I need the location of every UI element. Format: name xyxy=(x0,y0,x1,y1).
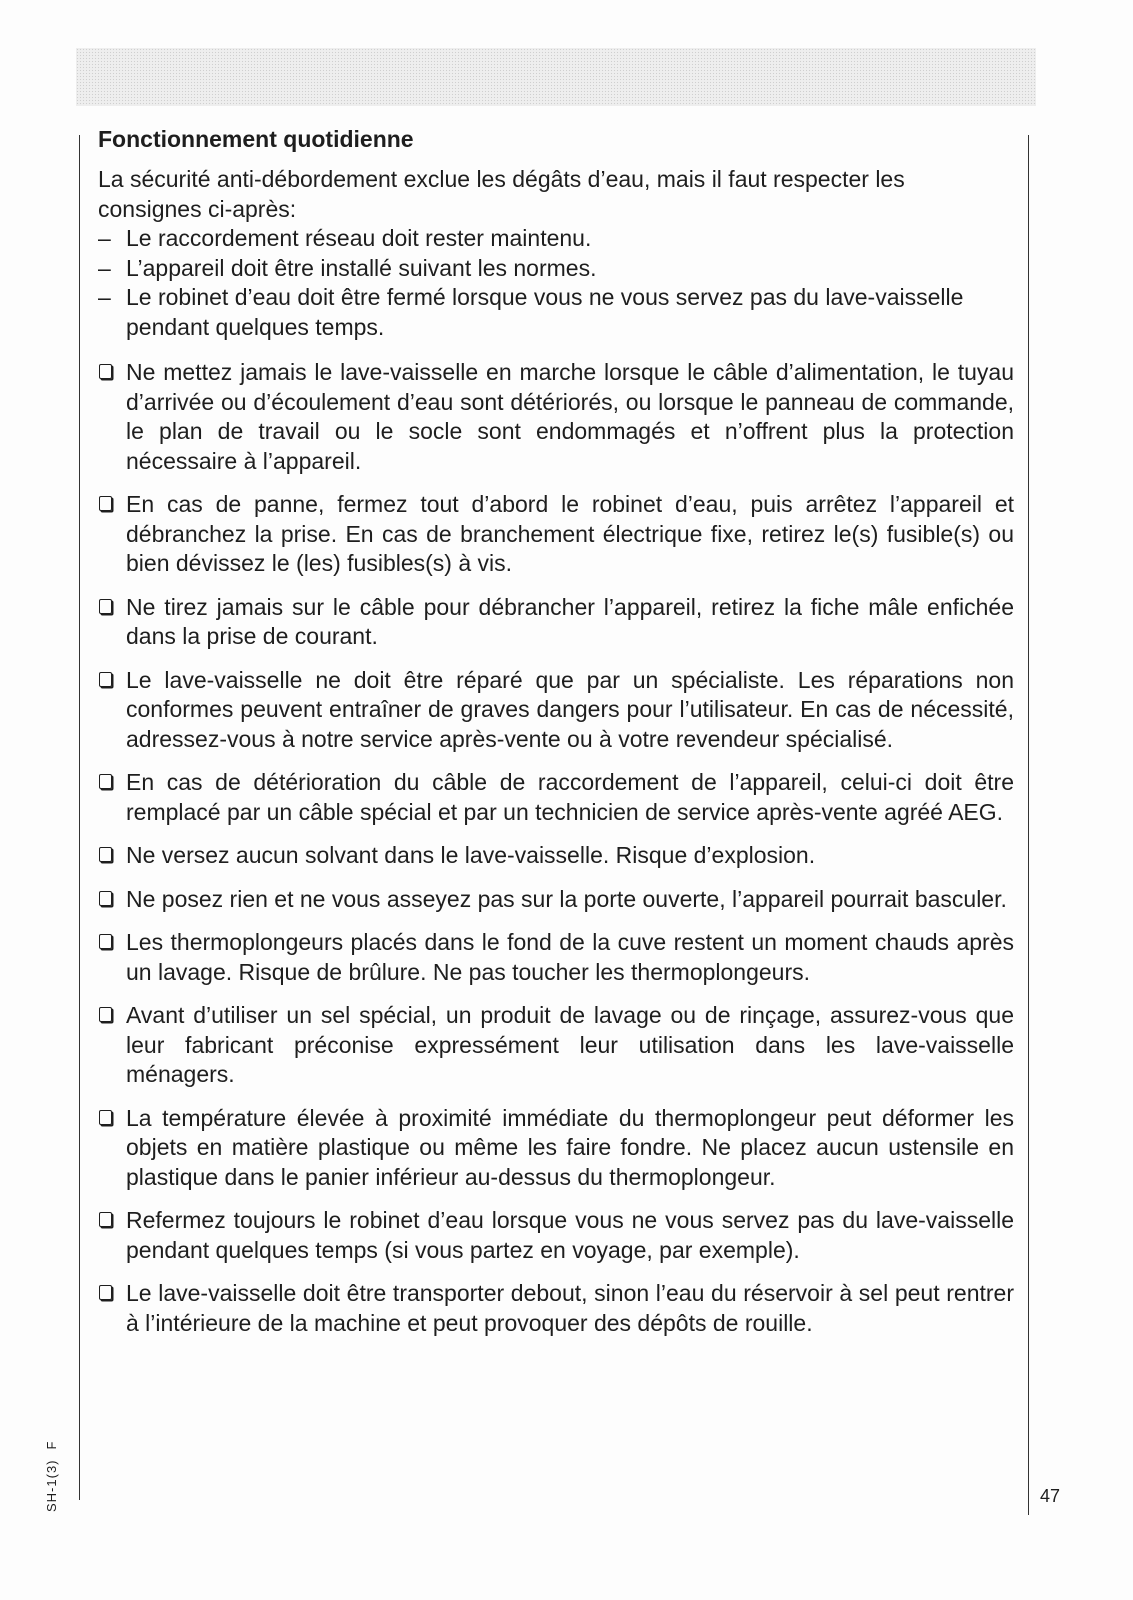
safety-item xyxy=(98,358,1014,476)
checkbox-bullet-icon xyxy=(99,1007,112,1022)
intro-paragraph: La sécurité anti-débordement exclue les dégâts d’eau, mais il faut respecter les consignes ci-après: xyxy=(98,166,905,222)
checkbox-bullet-icon xyxy=(99,1212,112,1227)
safety-item-text: En cas de détérioration du câble de raccordement de l’appareil, celui-ci doit être remplacé par un câble spécial et par un technicien de service après-vente agréé AEG. xyxy=(126,769,1014,825)
page-number: 47 xyxy=(1040,1486,1061,1506)
header-band xyxy=(76,48,1036,106)
checkbox-bullet-icon xyxy=(99,891,112,906)
dash-bullet: – xyxy=(98,225,111,251)
safety-item-text: Ne versez aucun solvant dans le lave-vaisselle. Risque d’explosion. xyxy=(126,842,816,868)
checkbox-bullet-icon xyxy=(99,599,112,614)
dash-list-item-text: Le robinet d’eau doit être fermé lorsque vous ne vous servez pas du lave-vaisselle pendant quelques temps. xyxy=(126,284,964,340)
safety-item-text: Ne posez rien et ne vous asseyez pas sur la porte ouverte, l’appareil pourrait basculer. xyxy=(126,885,1007,912)
safety-item-text: La température élevée à proximité immédiate du thermoplongeur peut déformer les objets en matière plastique ou même les faire fondre. Ne placez aucun ustensile en plastique dans le panier inférieur au-dessus du thermoplongeur. xyxy=(126,1104,1014,1190)
left-margin-rule xyxy=(79,135,80,1500)
checkbox-bullet-icon xyxy=(99,847,112,862)
dash-list xyxy=(98,224,1014,342)
safety-item-text: Le lave-vaisselle ne doit être réparé que par un spécialiste. Les réparations non conformes peuvent entraîner de graves dangers pour l’utilisateur. En cas de nécessité, adressez-vous à notre service après-vente ou à votre revendeur spécialisé. xyxy=(126,666,1014,752)
dash-list-item-text: Le raccordement réseau doit rester maintenu. xyxy=(126,225,592,251)
checkbox-bullet-icon xyxy=(99,774,112,789)
document-code-number: SH-1(3) xyxy=(44,1459,59,1512)
dash-list-item xyxy=(98,224,1014,254)
dash-list-item-text: L’appareil doit être installé suivant les normes. xyxy=(126,254,597,281)
checkbox-bullet-icon xyxy=(99,364,112,379)
checkbox-bullet-icon xyxy=(99,496,112,511)
safety-item-text: En cas de panne, fermez tout d’abord le robinet d’eau, puis arrêtez l’appareil et débranchez la prise. En cas de branchement électrique fixe, retirez le(s) fusible(s) ou bien dévissez le (les) fusibles(s) à vis. xyxy=(126,491,1014,576)
checkbox-bullet-icon xyxy=(99,934,112,949)
safety-item-text: Avant d’utiliser un sel spécial, un produit de lavage ou de rinçage, assurez-vous que leur fabricant préconise expressément leur utilisation dans les lave-vaisselle ménagers. xyxy=(126,1002,1014,1087)
dash-bullet: – xyxy=(98,284,111,310)
checkbox-bullet-icon xyxy=(99,672,112,687)
safety-item xyxy=(98,1104,1014,1193)
safety-item-text: Ne mettez jamais le lave-vaisselle en marche lorsque le câble d’alimentation, le tuyau d’arrivée ou d’écoulement d’eau sont détériorés, ou lorsque le panneau de commande, le plan de travail ou le socle sont endommagés et n’offrent plus la protection nécessaire à l’appareil. xyxy=(126,359,1014,474)
safety-item-text: Ne tirez jamais sur le câble pour débrancher l’appareil, retirez la fiche mâle enfichée dans la prise de courant. xyxy=(126,593,1014,649)
dash-bullet: – xyxy=(98,254,111,281)
safety-item xyxy=(98,1001,1014,1090)
safety-item xyxy=(98,841,1014,871)
page-content xyxy=(98,124,1014,1352)
safety-item-text: Le lave-vaisselle doit être transporter debout, sinon l’eau du réservoir à sel peut rentrer à l’intérieure de la machine et peut provoquer des dépôts de rouille. xyxy=(126,1280,1014,1336)
checkbox-bullet-icon xyxy=(99,1110,112,1125)
safety-item xyxy=(98,885,1014,915)
safety-item-text: Les thermoplongeurs placés dans le fond de la cuve restent un moment chauds après un lavage. Risque de brûlure. Ne pas toucher les thermoplongeurs. xyxy=(126,929,1014,985)
safety-item xyxy=(98,490,1014,579)
safety-item xyxy=(98,1279,1014,1338)
safety-item xyxy=(98,768,1014,827)
right-margin-rule xyxy=(1028,135,1029,1515)
section-heading: Fonctionnement quotidienne xyxy=(98,126,414,152)
dash-list-item xyxy=(98,254,1014,284)
safety-item xyxy=(98,593,1014,652)
safety-item xyxy=(98,928,1014,987)
safety-item-text: Refermez toujours le robinet d’eau lorsque vous ne vous servez pas du lave-vaisselle pendant quelques temps (si vous partez en voyage, par exemple). xyxy=(126,1207,1014,1263)
dash-list-item xyxy=(98,283,1014,342)
safety-item xyxy=(98,1206,1014,1265)
document-language: F xyxy=(44,1440,59,1450)
checkbox-bullet-icon xyxy=(99,1285,112,1300)
document-code xyxy=(44,1441,59,1512)
safety-item xyxy=(98,666,1014,755)
